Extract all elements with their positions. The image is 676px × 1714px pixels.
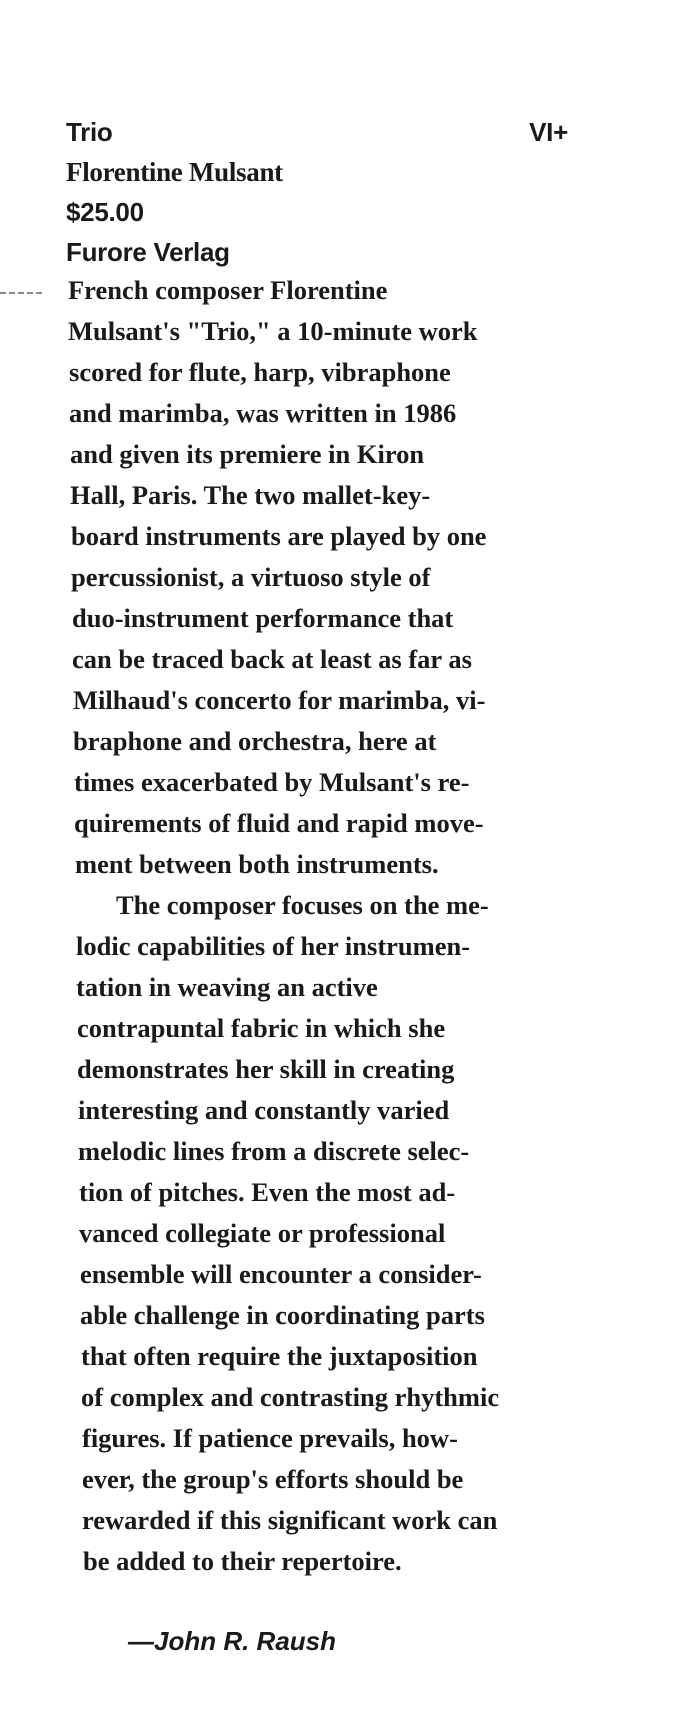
text-line: able challenge in coordinating parts [80,1300,485,1330]
text-line: that often require the juxtaposition [81,1341,478,1371]
text-line: lodic capabilities of her instrumen- [76,931,471,961]
text-line: percussionist, a virtuoso style of [71,562,431,592]
text-line: be added to their repertoire. [83,1546,402,1576]
difficulty-grade: VI+ [529,117,568,147]
text-line: Milhaud's concerto for marimba, vi- [73,685,486,715]
review-paragraph-1 [66,270,616,885]
work-title: Trio [66,117,113,147]
text-line: and given its premiere in Kiron [70,439,425,469]
scan-artifact-divider [0,292,42,294]
review-body [66,270,616,1582]
text-line: French composer Florentine [68,275,388,305]
text-line: board instruments are played by one [71,521,487,551]
composer-name: Florentine Mulsant [66,157,283,187]
text-line: quirements of fluid and rapid move- [74,808,484,838]
text-line: and marimba, was written in 1986 [69,398,457,428]
text-line: of complex and contrasting rhythmic [81,1382,500,1412]
text-line: duo-instrument performance that [72,603,454,633]
reviewer-signature: —John R. Raush [128,1626,337,1656]
text-line: interesting and constantly varied [78,1095,450,1125]
text-line: Hall, Paris. The two mallet-key- [70,480,431,510]
text-line: ensemble will encounter a consider- [80,1259,482,1289]
text-line: scored for flute, harp, vibraphone [69,357,451,387]
text-line: vanced collegiate or professional [79,1218,446,1248]
text-line: The composer focuses on the me- [116,890,489,920]
text-line: rewarded if this significant work can [82,1505,498,1535]
text-line: Mulsant's "Trio," a 10-minute work [68,316,478,346]
text-line: tion of pitches. Even the most ad- [79,1177,456,1207]
text-line: ever, the group's efforts should be [82,1464,464,1494]
text-line: demonstrates her skill in creating [77,1054,455,1084]
title-row [66,112,570,152]
text-line: ment between both instruments. [75,849,439,879]
publisher: Furore Verlag [66,237,230,267]
text-line: melodic lines from a discrete selec- [78,1136,470,1166]
text-line: times exacerbated by Mulsant's re- [74,767,470,797]
text-line: braphone and orchestra, here at [73,726,437,756]
price: $25.00 [66,197,144,227]
text-line: contrapuntal fabric in which she [77,1013,446,1043]
text-line: figures. If patience prevails, how- [82,1423,458,1453]
review-paragraph-2 [66,885,616,1582]
listing-header [66,112,570,272]
text-line: can be traced back at least as far as [72,644,472,674]
text-line: tation in weaving an active [76,972,378,1002]
